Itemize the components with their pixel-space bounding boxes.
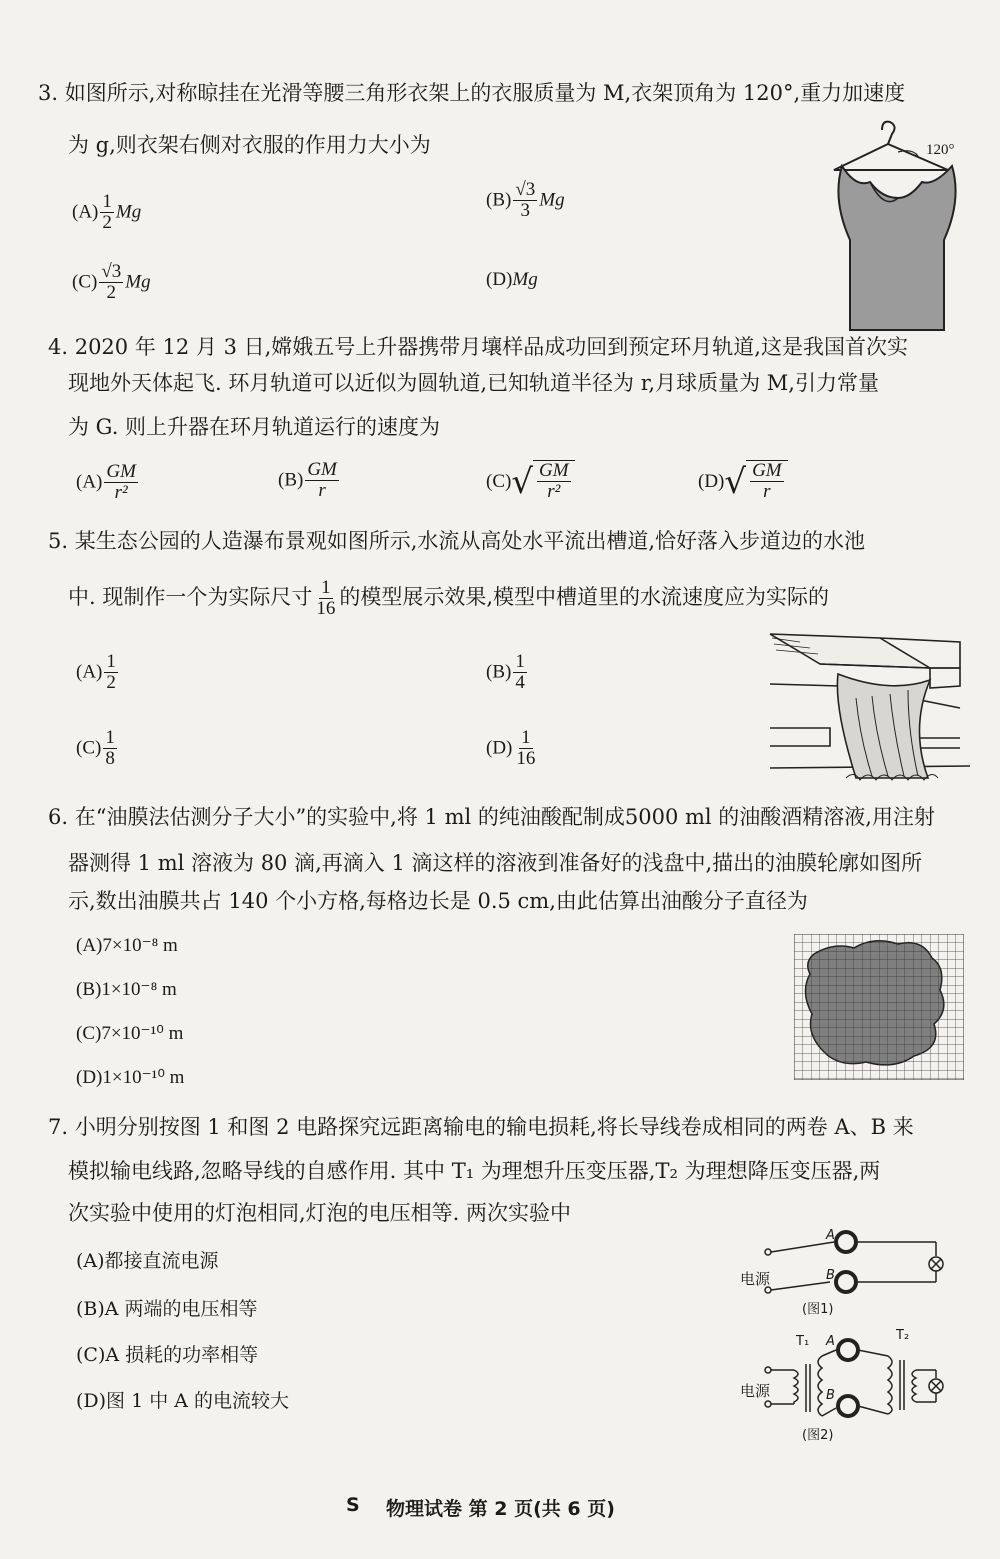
q5-option-b[interactable]: (B) $\frac{1}{4}$ <box>486 651 525 693</box>
waterfall-figure <box>760 628 980 788</box>
q3-stem-line1: 3. 如图所示,对称晾挂在光滑等腰三角形衣架上的衣服质量为 M,衣架顶角为 120°,重力加速度 <box>38 81 906 105</box>
q3-option-b[interactable]: (B) $\frac{√3}{3}$ Mg <box>486 179 565 221</box>
q5-stem-line1: 5. 某生态公园的人造瀑布景观如图所示,水流从高处水平流出槽道,恰好落入步道边的水池 <box>48 529 866 553</box>
q5-stem-line2: 中. 现制作一个为实际尺寸 $\frac{1}{16}$ 的模型展示效果,模型中槽道里的水流速度应为实际的 <box>68 577 830 619</box>
q7-option-a[interactable]: (A)都接直流电源 <box>76 1250 219 1272</box>
fig1-label-b: B <box>826 1268 835 1283</box>
fig2-label-a: A <box>826 1334 835 1349</box>
q6-option-b[interactable]: (B)1×10⁻⁸ m <box>76 979 177 1000</box>
q5-option-d[interactable]: (D) $\frac{1}{16}$ <box>486 727 536 769</box>
fig2-label-t1: T₁ <box>796 1334 810 1349</box>
q3-option-a[interactable]: (A) $\frac{1}{2}$ Mg <box>72 191 142 233</box>
q4-option-a[interactable]: (A) $\frac{GM}{\text{r²}}$ <box>76 461 136 503</box>
q7-stem-line3: 次实验中使用的灯泡相同,灯泡的电压相等. 两次实验中 <box>68 1201 572 1225</box>
q6-option-a[interactable]: (A)7×10⁻⁸ m <box>76 935 178 956</box>
fig2-label-b: B <box>826 1388 835 1403</box>
oil-film-grid-figure <box>794 934 964 1080</box>
fig2-caption: (图2) <box>802 1428 834 1443</box>
q7-option-c[interactable]: (C)A 损耗的功率相等 <box>76 1344 259 1366</box>
q5-option-a[interactable]: (A) $\frac{1}{2}$ <box>76 651 116 693</box>
hanger-angle-label: 120° <box>926 142 955 158</box>
fig1-label-a: A <box>826 1228 835 1243</box>
fig2-label-t2: T₂ <box>896 1328 910 1343</box>
q4-option-d[interactable]: (D) √ $\frac{GM}{r}$ <box>698 460 788 504</box>
q4-stem-line2: 现地外天体起飞. 环月轨道可以近似为圆轨道,已知轨道半径为 r,月球质量为 M,引力常量 <box>68 371 879 395</box>
fig1-caption: (图1) <box>802 1302 834 1317</box>
q7-option-d[interactable]: (D)图 1 中 A 的电流较大 <box>76 1390 290 1412</box>
q3-stem-line2: 为 g,则衣架右侧对衣服的作用力大小为 <box>68 133 431 157</box>
paper-mark: S <box>346 1494 360 1516</box>
q7-option-b[interactable]: (B)A 两端的电压相等 <box>76 1298 258 1320</box>
fig2-source-label: 电源 <box>740 1382 771 1400</box>
q6-stem-line2: 器测得 1 ml 溶液为 80 滴,再滴入 1 滴这样的溶液到准备好的浅盘中,描出的油膜轮廓如图所 <box>68 851 923 875</box>
q7-stem-line2: 模拟输电线路,忽略导线的自感作用. 其中 T₁ 为理想升压变压器,T₂ 为理想降压变压器,两 <box>68 1159 881 1183</box>
q4-option-c[interactable]: (C) √ $\frac{GM}{\text{r²}}$ <box>486 460 575 504</box>
q6-stem-line3: 示,数出油膜共占 140 个小方格,每格边长是 0.5 cm,由此估算出油酸分子直径为 <box>68 889 808 913</box>
q6-option-c[interactable]: (C)7×10⁻¹⁰ m <box>76 1023 184 1044</box>
q5-option-c[interactable]: (C) $\frac{1}{8}$ <box>76 727 115 769</box>
q3-option-c[interactable]: (C) $\frac{√3}{2}$ Mg <box>72 261 151 303</box>
q6-stem-line1: 6. 在“油膜法估测分子大小”的实验中,将 1 ml 的纯油酸配制成5000 ml 的油酸酒精溶液,用注射 <box>48 805 935 829</box>
page-footer: 物理试卷 第 2 页(共 6 页) <box>386 1498 615 1520</box>
q6-option-d[interactable]: (D)1×10⁻¹⁰ m <box>76 1067 185 1088</box>
q4-stem-line3: 为 G. 则上升器在环月轨道运行的速度为 <box>68 415 441 439</box>
fig1-source-label: 电源 <box>740 1270 771 1288</box>
q4-option-b[interactable]: (B) $\frac{GM}{r}$ <box>278 459 337 501</box>
q3-option-d[interactable]: (D)Mg <box>486 269 538 290</box>
q4-stem-line1: 4. 2020 年 12 月 3 日,嫦娥五号上升器携带月壤样品成功回到预定环月轨道,这是我国首次实 <box>48 335 908 359</box>
q7-stem-line1: 7. 小明分别按图 1 和图 2 电路探究远距离输电的输电损耗,将长导线卷成相同的两卷 A、B 来 <box>48 1115 914 1139</box>
